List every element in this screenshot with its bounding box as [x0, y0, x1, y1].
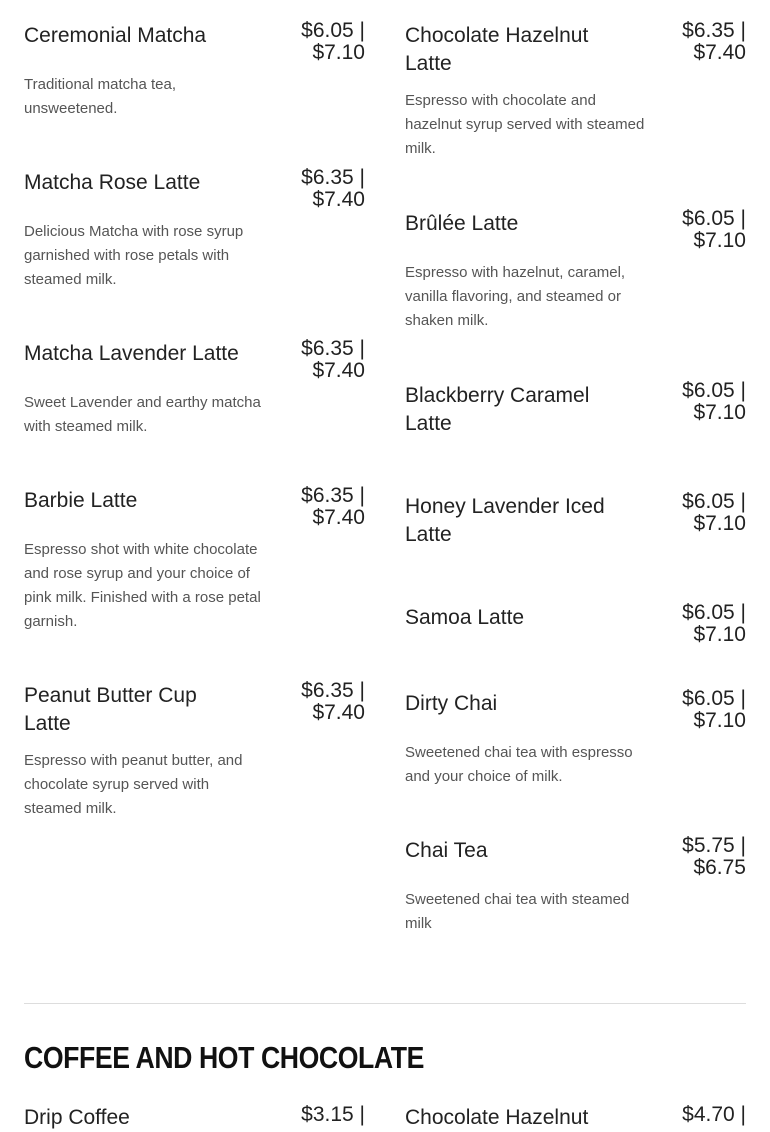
item-price — [265, 485, 365, 529]
item-description: Espresso with peanut butter, and chocolate syrup served with steamed milk. — [24, 752, 243, 817]
price-large: $7.10 — [693, 229, 746, 252]
price-small: $6.35 | — [301, 337, 365, 360]
menu-item — [24, 634, 365, 821]
menu-item — [24, 292, 365, 439]
price-large: $7.10 — [693, 512, 746, 535]
menu-item — [24, 1104, 365, 1132]
menu-item — [405, 161, 746, 333]
price-small: $6.05 | — [682, 687, 746, 710]
price-small: $6.35 | — [301, 166, 365, 189]
price-small: $5.75 | — [682, 834, 746, 857]
price-small: $6.05 | — [682, 207, 746, 230]
item-price — [265, 167, 365, 211]
price-large: $7.10 — [693, 623, 746, 646]
item-name: Drip Coffee — [24, 1106, 130, 1129]
item-description: Sweetened chai tea with steamed milk — [405, 891, 630, 932]
price-small: $6.05 | — [682, 490, 746, 513]
menu-item — [405, 549, 746, 646]
item-price — [265, 338, 365, 382]
item-description: Sweetened chai tea with espresso and your choice of milk. — [405, 744, 633, 785]
item-price: $4.70 | — [682, 1104, 746, 1126]
price-small: $6.05 | — [682, 379, 746, 402]
item-name: Ceremonial Matcha — [24, 24, 207, 47]
item-description: Espresso shot with white chocolate and rose syrup and your choice of pink milk. Finished with a rose petal garnish. — [24, 541, 261, 630]
item-name: Chai Tea — [405, 839, 488, 862]
section-title: COFFEE AND HOT CHOCOLATE — [24, 1040, 424, 1075]
item-description: Sweet Lavender and earthy matcha with steamed milk. — [24, 394, 261, 435]
price-large: $7.40 — [312, 506, 365, 529]
item-name: Chocolate Hazelnut Latte — [405, 24, 589, 75]
price-large: $7.40 — [312, 188, 365, 211]
item-price — [646, 688, 746, 732]
price-large: $7.40 — [312, 701, 365, 724]
price-large: $7.10 — [693, 401, 746, 424]
item-description: Delicious Matcha with rose syrup garnished with rose petals with steamed milk. — [24, 223, 244, 288]
price-large: $6.75 — [693, 856, 746, 879]
item-name: Barbie Latte — [24, 489, 138, 512]
menu-item — [24, 121, 365, 292]
item-price — [646, 208, 746, 252]
menu-item — [405, 438, 746, 549]
item-price — [646, 20, 746, 64]
item-name: Brûlée Latte — [405, 212, 519, 235]
item-price — [265, 680, 365, 724]
item-description: Espresso with chocolate and hazelnut syrup served with steamed milk. — [405, 92, 645, 157]
price-small: $6.35 | — [301, 679, 365, 702]
price-small: $6.35 | — [301, 484, 365, 507]
price-large: $7.10 — [693, 709, 746, 732]
price-small: $6.05 | — [301, 19, 365, 42]
item-name: Chocolate Hazelnut — [405, 1106, 589, 1129]
price-small: $6.05 | — [682, 601, 746, 624]
next-section-items — [24, 1104, 746, 1132]
item-description: Espresso with hazelnut, caramel, vanilla flavoring, and steamed or shaken milk. — [405, 264, 626, 329]
item-price: $3.15 | — [301, 1104, 365, 1126]
price-large: $7.40 — [693, 41, 746, 64]
item-price — [646, 491, 746, 535]
item-name: Matcha Rose Latte — [24, 171, 201, 194]
menu-item — [405, 632, 746, 789]
menu-column-left — [24, 0, 365, 936]
item-price — [646, 380, 746, 424]
item-price — [265, 20, 365, 64]
menu-item — [405, 0, 746, 161]
menu-item — [24, 439, 365, 634]
menu-item — [24, 0, 365, 121]
item-name: Blackberry Caramel Latte — [405, 384, 590, 435]
item-name: Dirty Chai — [405, 692, 498, 715]
menu-list — [24, 0, 746, 936]
item-name: Matcha Lavender Latte — [24, 342, 239, 365]
price-large: $7.10 — [312, 41, 365, 64]
menu-item — [405, 789, 746, 936]
menu-item — [405, 1104, 746, 1132]
price-large: $7.40 — [312, 359, 365, 382]
item-price — [646, 835, 746, 879]
section-divider — [24, 1003, 746, 1004]
item-name: Peanut Butter Cup Latte — [24, 684, 197, 735]
price-small: $6.35 | — [682, 19, 746, 42]
menu-column-right — [405, 0, 746, 936]
item-name: Honey Lavender Iced Latte — [405, 495, 605, 546]
item-name: Samoa Latte — [405, 606, 525, 629]
item-description: Traditional matcha tea, unsweetened. — [24, 76, 177, 117]
menu-item — [405, 333, 746, 438]
